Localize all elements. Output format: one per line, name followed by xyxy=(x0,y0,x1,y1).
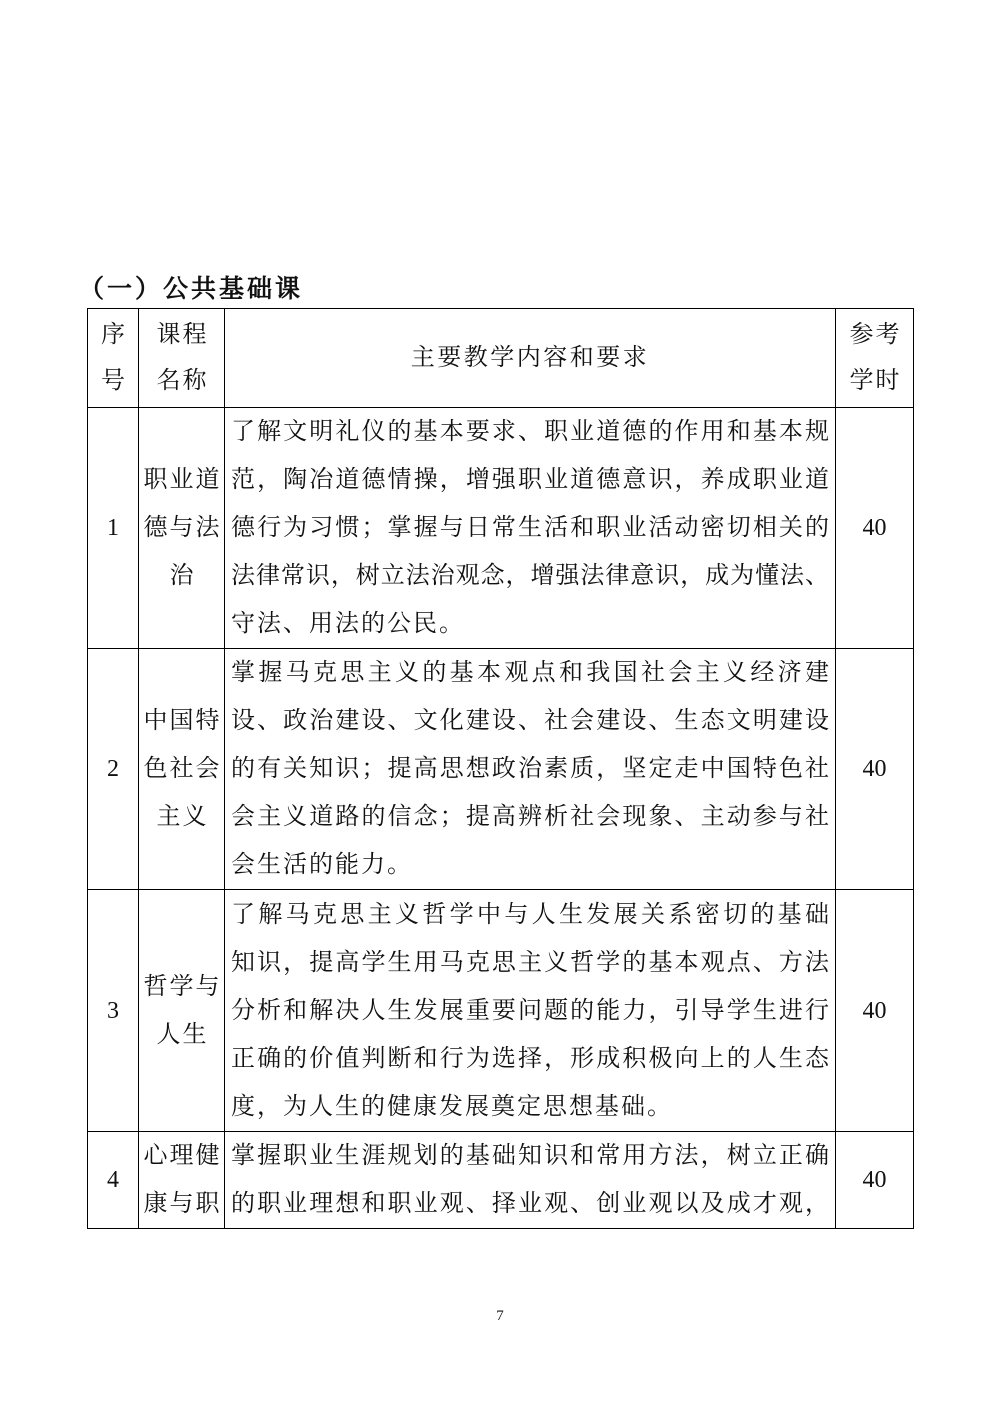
header-index xyxy=(88,309,139,408)
course-hours: 40 xyxy=(836,890,914,1132)
header-content-label: 主要教学内容和要求 xyxy=(410,345,650,371)
course-hours: 40 xyxy=(836,408,914,649)
header-course-name-line: 课程 xyxy=(156,322,209,348)
content-line: 度，为人生的健康发展奠定思想基础。 xyxy=(231,1093,673,1120)
content-line: 了解马克思主义哲学中与人生发展关系密切的基础 xyxy=(231,901,829,928)
header-course-name xyxy=(139,309,225,408)
course-hours: 40 xyxy=(836,1132,914,1229)
course-content xyxy=(225,408,836,649)
table-row xyxy=(88,1132,914,1229)
content-line: 的职业理想和职业观、择业观、创业观以及成才观， xyxy=(231,1191,829,1217)
course-name xyxy=(139,408,225,649)
course-content xyxy=(225,649,836,890)
course-name-line: 心理健 xyxy=(143,1143,222,1169)
course-name-line: 人生 xyxy=(156,1021,209,1048)
course-name-line: 治 xyxy=(169,563,196,589)
content-line: 守法、用法的公民。 xyxy=(231,611,465,637)
row-index: 4 xyxy=(88,1132,139,1229)
content-line: 了解文明礼仪的基本要求、职业道德的作用和基本规 xyxy=(231,419,829,445)
row-index: 2 xyxy=(88,649,139,890)
course-hours: 40 xyxy=(836,649,914,890)
course-name-line: 色社会 xyxy=(143,756,222,782)
course-name-line: 德与法 xyxy=(143,515,222,541)
page-number: 7 xyxy=(496,1308,504,1324)
content-line: 会主义道路的信念；提高辨析社会现象、主动参与社 xyxy=(231,804,829,830)
header-content xyxy=(225,309,836,408)
header-index-line: 序 xyxy=(101,322,127,348)
course-name xyxy=(139,649,225,890)
content-line: 掌握马克思主义的基本观点和我国社会主义经济建 xyxy=(231,660,829,686)
table-row xyxy=(88,408,914,649)
row-index: 1 xyxy=(88,408,139,649)
content-line: 掌握职业生涯规划的基础知识和常用方法，树立正确 xyxy=(231,1143,829,1169)
course-name-line: 哲学与 xyxy=(143,973,222,1000)
content-line: 范，陶冶道德情操，增强职业道德意识，养成职业道 xyxy=(231,467,829,493)
course-name xyxy=(139,1132,225,1229)
course-content xyxy=(225,890,836,1132)
section-heading: （一）公共基础课 xyxy=(79,276,304,303)
content-line: 分析和解决人生发展重要问题的能力，引导学生进行 xyxy=(231,997,829,1024)
row-index: 3 xyxy=(88,890,139,1132)
course-name-line: 康与职 xyxy=(143,1191,222,1217)
course-name-line: 职业道 xyxy=(143,467,222,493)
content-line: 的有关知识；提高思想政治素质，坚定走中国特色社 xyxy=(231,756,829,782)
content-line: 设、政治建设、文化建设、社会建设、生态文明建设 xyxy=(231,708,829,734)
header-hours xyxy=(836,309,914,408)
course-table xyxy=(87,308,914,1229)
table-row xyxy=(88,890,914,1132)
content-line: 会生活的能力。 xyxy=(231,852,413,878)
course-name xyxy=(139,890,225,1132)
table-header-row xyxy=(88,309,914,408)
course-name-line: 主义 xyxy=(156,804,209,830)
content-line: 知识，提高学生用马克思主义哲学的基本观点、方法 xyxy=(231,949,829,976)
content-line: 德行为习惯；掌握与日常生活和职业活动密切相关的 xyxy=(231,515,829,541)
header-hours-line: 学时 xyxy=(849,368,902,394)
course-name-line: 中国特 xyxy=(143,708,222,734)
header-index-line: 号 xyxy=(101,368,127,394)
table-row xyxy=(88,649,914,890)
header-hours-line: 参考 xyxy=(849,322,902,348)
course-content xyxy=(225,1132,836,1229)
content-line: 正确的价值判断和行为选择，形成积极向上的人生态 xyxy=(231,1045,829,1072)
header-course-name-line: 名称 xyxy=(156,368,209,394)
content-line: 法律常识，树立法治观念，增强法律意识，成为懂法、 xyxy=(231,563,829,589)
